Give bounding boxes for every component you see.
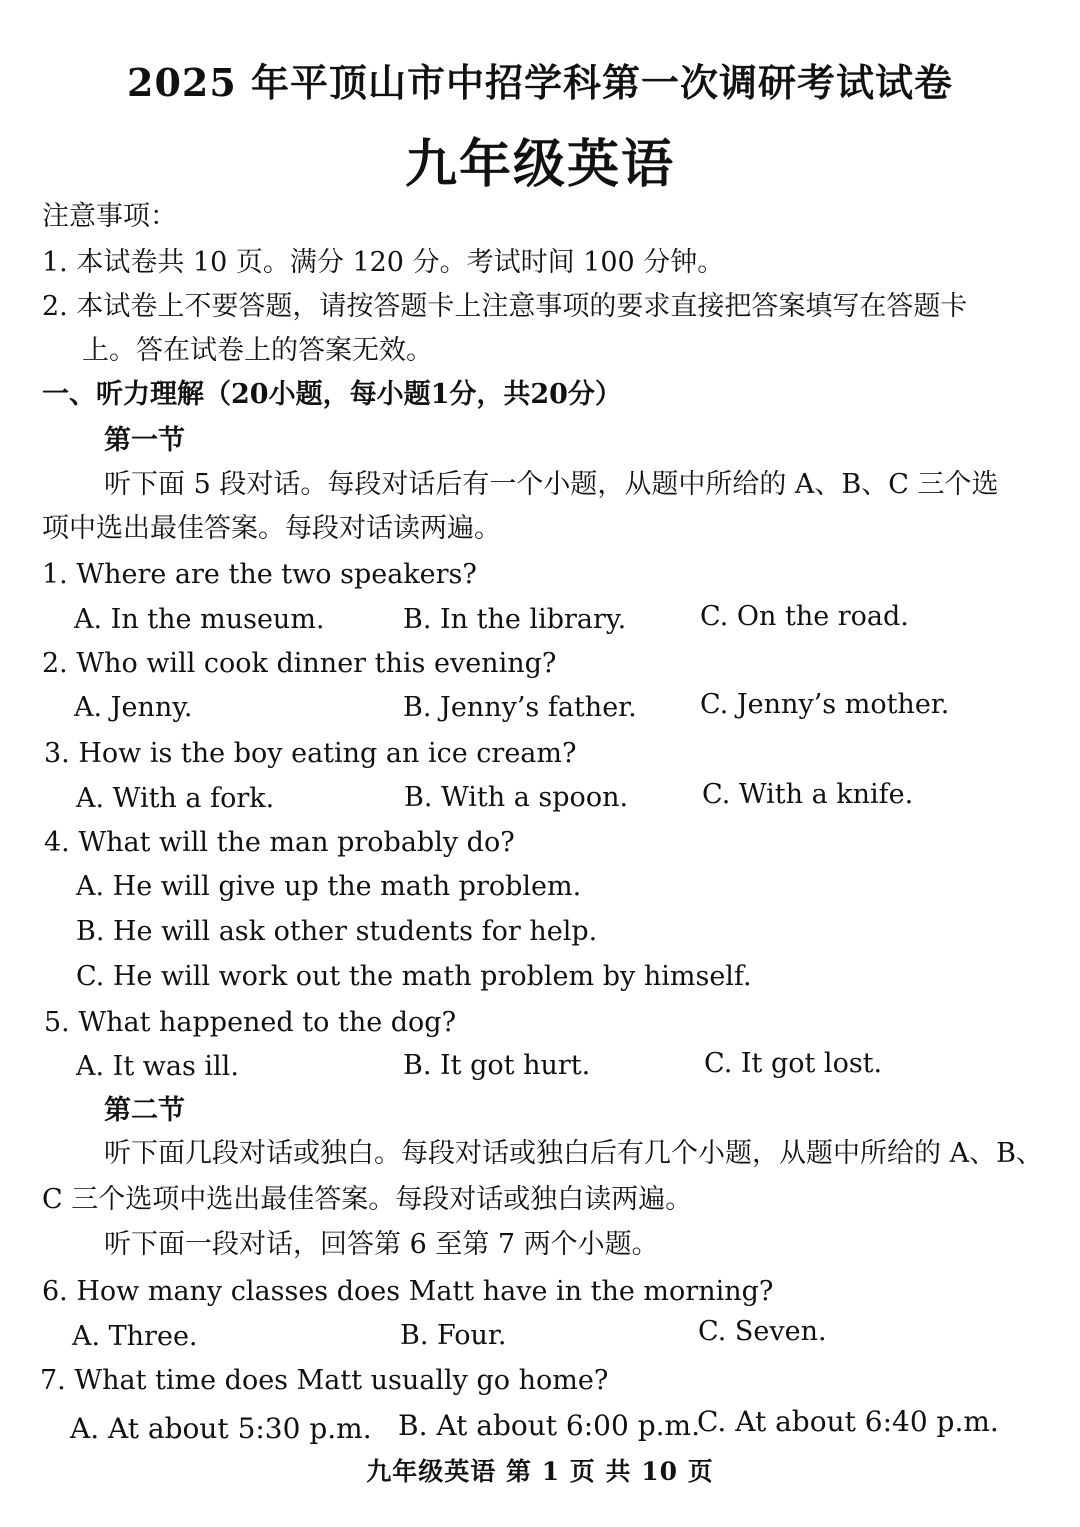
question-6-option-b: B. Four. [400,1320,507,1351]
question-4-option-b: B. He will ask other students for help. [76,916,598,947]
exam-title: 2025 年平顶山市中招学科第一次调研考试试卷 [127,60,953,105]
question-2-option-c: C. Jenny’s mother. [700,689,950,720]
question-7-option-c: C. At about 6:40 p.m. [697,1405,999,1438]
question-4-option-c: C. He will work out the math problem by himself. [76,961,752,992]
part-1-heading: 第一节 [104,425,185,456]
question-5-option-a: A. It was ill. [76,1051,239,1082]
question-7-option-b: B. At about 6:00 p.m. [398,1409,700,1442]
question-7: 7. What time does Matt usually go home? [40,1365,609,1396]
part-2-instruction-line-1: 听下面几段对话或独白。每段对话或独白后有几个小题，从题中所给的 A、B、 [104,1138,1043,1169]
question-7-option-a: A. At about 5:30 p.m. [70,1412,372,1445]
page-footer: 九年级英语 第 1 页 共 10 页 [366,1457,714,1486]
part-2-heading: 第二节 [104,1095,185,1126]
question-5: 5. What happened to the dog? [44,1007,457,1038]
question-3-option-b: B. With a spoon. [404,782,629,813]
section-1-heading: 一、听力理解（20小题，每小题1分，共20分） [42,379,622,410]
question-1-option-b: B. In the library. [403,604,627,635]
notice-item-2-line-2: 上。答在试卷上的答案无效。 [82,335,433,366]
question-2-option-a: A. Jenny. [74,692,193,723]
question-3-option-c: C. With a knife. [702,779,914,810]
question-5-option-c: C. It got lost. [704,1048,883,1079]
notice-heading: 注意事项： [42,201,177,232]
question-6-option-a: A. Three. [72,1321,198,1352]
notice-item-1: 1. 本试卷共 10 页。满分 120 分。考试时间 100 分钟。 [42,247,725,278]
question-1-option-c: C. On the road. [700,601,909,632]
question-4: 4. What will the man probably do? [44,827,515,858]
part-2-instruction-line-3: 听下面一段对话，回答第 6 至第 7 两个小题。 [104,1229,659,1260]
question-1: 1. Where are the two speakers? [42,559,477,590]
question-6-option-c: C. Seven. [698,1316,827,1347]
part-1-instruction-line-2: 项中选出最佳答案。每段对话读两遍。 [42,513,501,544]
question-4-option-a: A. He will give up the math problem. [76,871,582,902]
question-3: 3. How is the boy eating an ice cream? [44,738,577,769]
question-1-option-a: A. In the museum. [74,604,325,635]
exam-subject: 九年级英语 [404,134,675,195]
part-1-instruction-line-1: 听下面 5 段对话。每段对话后有一个小题，从题中所给的 A、B、C 三个选 [104,469,999,500]
question-3-option-a: A. With a fork. [76,783,275,814]
question-2-option-b: B. Jenny’s father. [403,692,637,723]
part-2-instruction-line-2: C 三个选项中选出最佳答案。每段对话或独白读两遍。 [42,1184,693,1215]
question-5-option-b: B. It got hurt. [403,1050,591,1081]
notice-item-2-line-1: 2. 本试卷上不要答题，请按答题卡上注意事项的要求直接把答案填写在答题卡 [42,291,968,322]
question-6: 6. How many classes does Matt have in the morning? [42,1276,774,1307]
question-2: 2. Who will cook dinner this evening? [42,648,557,679]
